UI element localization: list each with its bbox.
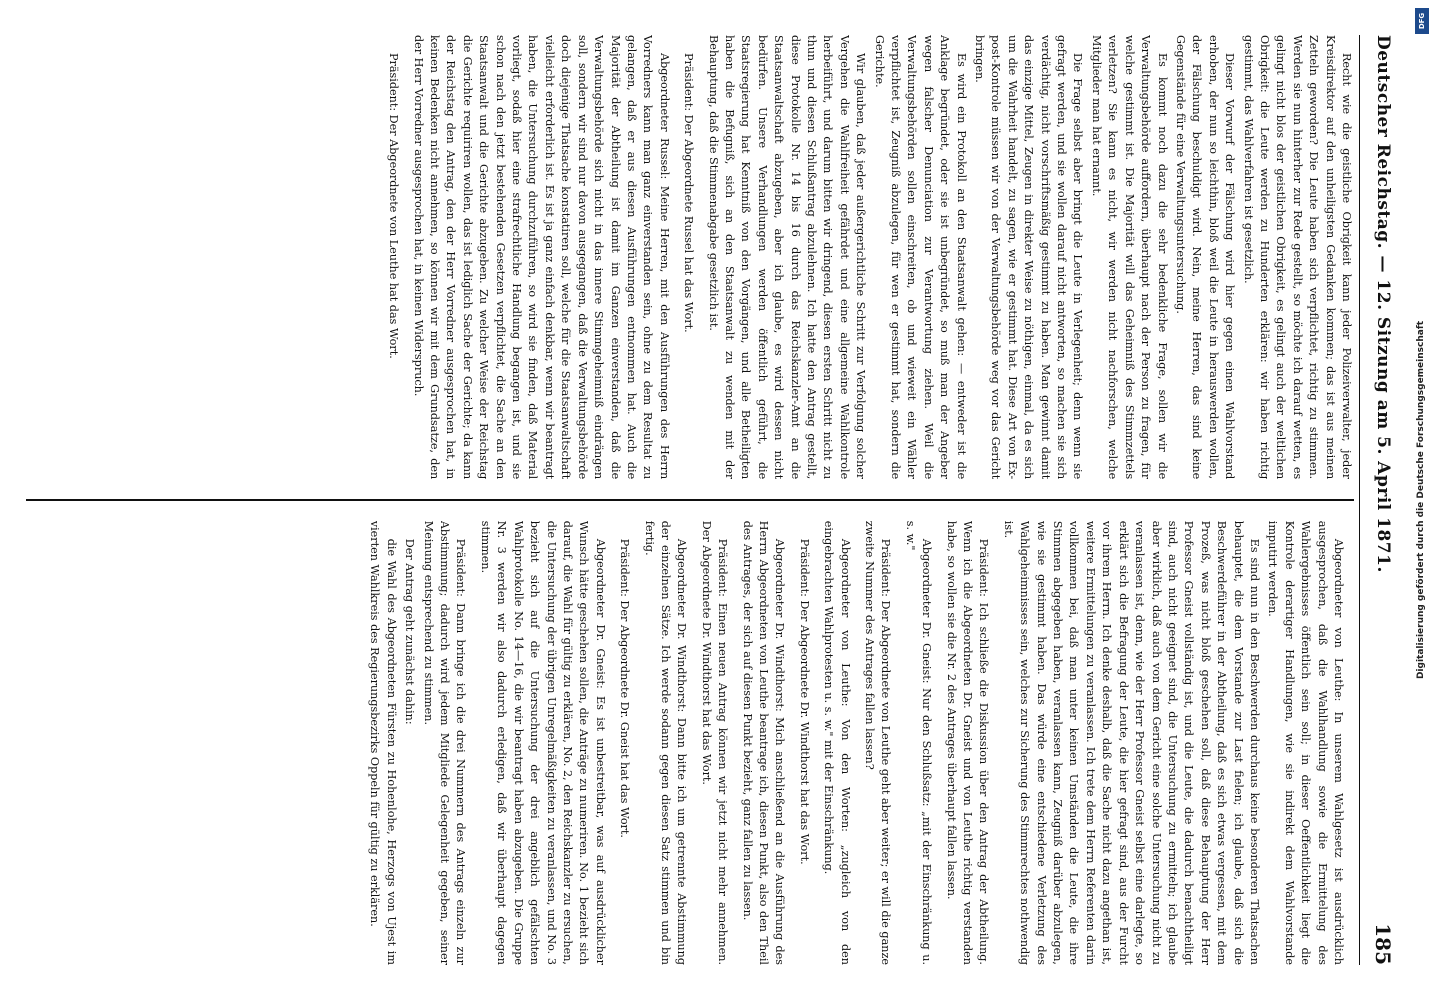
column-divider [26,499,1354,501]
paragraph: Recht wie die geistliche Obrigkeit kann jeder Polizeiverwalter, jeder Kreisdirektor auf den unheiligsten Gedanken kommen; das ist aus meinen Zetteln geworden? Die Leute haben sich verpflichtet, richtig zu stimmen. Werden sie nun hinterher zur Rede gestellt, so möchte ich darauf wetten, es gelingt nicht blos der geistlichen Obrigkeit, es gelingt auch der weltlichen Obrigkeit: die Leute werden zu Hunderten erklären: wir haben richtig gestimmt, das Wahlverfahren ist gesetzlich. [1241,35,1353,480]
paragraph: Es sind nun in den Beschwerden durchaus keine besonderen Thatsachen behauptet, die dem Vorstande zur Last fielen; ich glaube, daß sich die Beschwerdeführer in der Abtheilung, daß es sich etwas vergessen, mit dem Prozeß, was nicht bloß geschehen soll, daß diese Behauptung der Herr Professor Gneist vollständig ist, und die Leute, die dadurch benachtheiligt sind, auch nicht geeignet sind, die Untersuchung zu ermitteln; ich glaube aber wirklich, daß auch von dem Gericht eine solche Untersuchung nicht zu veranlassen ist, denn, wie der Herr Professor Gneist selbst eine darlegte, so erklärt sich die Befragung der Leute, die hier gefragt sind, aus der Furcht vor ihrem Herrn. Ich denke deshalb, daß die Sache nicht dazu angethan ist, weitere Ermittelungen zu veranlassen. Ich trete dem Herrn Referenten darin vollkommen bei, daß man unter keinen Umständen die Leute, die ihre Stimmen abgegeben haben, veranlassen kann, Zeugniß darüber abzulegen, wie sie gestimmt haben. Das würde eine entschiedene Verletzung des Wahlgeheimnisses sein, welches zur Sicherung des Stimmrechtes nothwendig ist. [1001,520,1261,965]
rotated-page [26,35,1406,965]
left-column [26,35,1354,479]
text-columns [26,35,1354,965]
paragraph: die Wahl des Abgeordneten Fürsten zu Hohenlohe, Herzogs von Ujest im vierten Wahlkreis des Regierungsbezirks Oppeln für gültig zu erklären. [368,520,398,965]
paragraph: Abgeordneter Russel: Meine Herren, mit den Ausführungen des Herrn Vorredners kann man ganz einverstanden sein, ohne zu dem Resultat zu gelangen, daß er aus diesen Ausführungen entnommen hat. Auch die Majorität der Abtheilung ist damit im Ganzen einverstanden, daß die Verwaltungsbehörde sich nicht in das innere Stimmgeheimniß eindrängen soll, sondern wir sind nur davon ausgegangen, daß die Verwaltungsbehörde doch diejenige Thatsache konstatiren soll, welche für die Staatsanwaltschaft vielleicht erforderlich ist. Es ist ja ganz einfach denkbar, wenn wir beantragt haben, die Untersuchung durchzuführen, so wird sie finden, daß Material vorliegt, sodaß hier eine strafrechtliche Handlung begangen ist, und sie schon nach den jetzt bestehenden Gesetzen verpflichtet, die Sache an den Staatsanwalt und die Gerichte abzugeben. Zu welcher Weise der Reichstag die Gerichte requiriren wollen, das ist lediglich Sache der Gerichte; da kann der Reichstag den Antrag, den der Herr Vorredner ausgesprochen hat, in keinen Bedenken nicht annehmen, so können wir mit dem Grundsatze, den der Herr Vorredner ausgesprochen hat, in keinen Widerspruch. [411,35,671,480]
paragraph: Abgeordneter Dr. Windthorst: Mich anschließend an die Ausführung des Herrn Abgeordneten von Leuthe beantrage ich, diesen Punkt, also den Theil des Antrages, der sich auf diesen Punkt bezieht, ganz fallen zu lassen. [740,520,787,965]
paragraph: Abgeordneter Dr. Windthorst: Dann bitte ich um getrennte Abstimmung der einzelnen Sätze. Ich werde sodann gegen diesen Satz stimmen und bin fertig. [642,520,689,965]
paragraph: Präsident: Der Abgeordnete von Leuthe geht aber weiter; er will die ganze zweite Nummer des Antrages fallen lassen? [863,520,893,965]
paragraph: Abgeordneter Dr. Gneist: Es ist unbestreitbar, was auf ausdrücklicher Wunsch hätte geschehen sollen, die Anträge zu numeriren. No. 1 bezieht sich darauf, die Wahl für gültig zu erklären, No. 2, den Reichskanzler zu ersuchen, die Untersuchung der übrigen Unregelmäßigkeiten zu veranlassen, und No. 3 bezieht sich auf die Untersuchung der drei angeblich gefälschten Wahlprotokolle No. 14—16, die wir beantragt haben abzugeben. Die Gruppe Nr. 3 werden wir also dadurch erledigen, daß wir überhaupt dagegen stimmen. [478,520,607,965]
paragraph: Präsident: Der Abgeordnete Dr. Gneist hat das Wort. [618,538,632,838]
credit-text: Digitalisierung gefördert durch die Deutsche Forschungsgemeinschaft [1416,320,1426,680]
paragraph: Präsident: Ich schließe die Diskussion über den Antrag der Abtheilung. Wenn ich die Abgeordneten Dr. Gneist und von Leuthe richtig verstanden habe, so wollen sie die Nr. 2 des Antrages überhaupt fallen lassen. [944,520,991,965]
paragraph: Abgeordneter von Leuthe: Von den Worten: „zugleich von den eingebrachten Wahlprotesten u. s. w." mit der Einschränkung. [822,520,852,965]
paragraph: Der Antrag geht zunächst dahin: [403,538,417,725]
page-header [1359,35,1406,965]
paragraph: Präsident: Der Abgeordnete von Leuthe hat das Wort. [387,53,401,359]
paragraph: Präsident: Einen neuen Antrag können wir jetzt nicht mehr annehmen. Der Abgeordnete Dr. Windthorst hat das Wort. [699,520,730,965]
paragraph: Es kommt noch dazu die sehr bedenkliche Frage, sollen wir die Verwaltungsbehörde auffordern, überhaupt nach der Person zu fragen, für welche gestimmt ist. Die Majorität will das Geheimniß des Stimmzettels verletzen? Sie kann es nicht, wir werden nicht nachforschen, welche Mitglieder man hat ernannt. [1089,35,1169,480]
page-number: 185 [1371,923,1395,965]
paragraph: Präsident: Der Abgeordnete Russel hat das Wort. [682,53,696,333]
right-column [26,521,1354,965]
paragraph: Präsident: Dann bringe ich die drei Nummern des Antrags einzeln zur Abstimmung; dadurch wird jedem Mitgliede Gelegenheit gegeben, seiner Meinung entsprechend zu stimmen. [421,520,468,965]
page-title: Deutscher Reichstag. — 12. Sitzung am 5. April 1871. [1373,35,1393,573]
digitization-credit [1412,170,1430,830]
paragraph: Dieser Vorwurf der Fälschung wird hier gegen einen Wahlvorstand erhoben, der nun so leichthin, bloß weil die Leute in herauswerden wollen, der Fälschung beschuldigt wird. Nein, meine Herren, das sind keine Gegenstände für eine Verwaltungsuntersuchung. [1173,35,1237,480]
paragraph: Es wird ein Protokoll an den Staatsanwalt gehen: — entweder ist die Anklage begründet, oder sie ist unbegründet, so muß man der Angeber wegen falscher Denunciation zur Verantwortung ziehen. Weil die Verwaltungsbehörden sollen einschreiten, ob und wieweit ein Wähler verpflichtet ist, Zeugniß abzulegen, für wen er gestimmt hat, sondern die Gerichte. [872,35,968,480]
paragraph: Abgeordneter von Leuthe: In unserem Wahlgesetz ist ausdrücklich ausgesprochen, daß die Wahlhandlung sowie die Ermittelung des Wahlergebnisses öffentlich sein soll; in dieser Oeffentlichkeit liegt die Kontrole derartiger Handlungen, wie sie indirekt dem Wahlvorstande imputirt werden. [1266,520,1345,965]
paragraph: Abgeordneter Dr. Gneist: Nur den Schlußsatz: „mit der Einschränkung u. s. w." [903,520,934,965]
paragraph: Die Frage selbst aber bringt die Leute in Verlegenheit; denn wenn sie gefragt werden, und sie wollen darauf nicht antworten, so machen sie sich verdächtig, nicht vorschriftsmäßig gestimmt zu haben. Man gewinnt damit das einzige Mittel, Zeugen in direkter Weise zu nöthigen, einmal, da es sich um die Wahrheit handelt, zu sagen, wie er gestimmt hat. Diese Art von Ex-post-Kontrole müssen wir von der Verwaltungsbehörde weg vor das Gericht bringen. [973,35,1085,480]
dfg-logo: DFG [1415,8,1429,34]
paragraph: Präsident: Der Abgeordnete Dr. Windthorst hat das Wort. [797,538,811,865]
paragraph: Wir glauben, daß jeder außergerichtliche Schritt zur Verfolgung solcher Vergehen die Wahlfreiheit gefährdet und eine allgemeine Wahlkontrole herbeiführt, und darum bitten wir dringend, diesen ersten Schritt nicht zu thun und diesen Schlußantrag abzulehnen. Ich hatte den Antrag gestellt, diese Protokolle Nr. 14 bis 16 durch das Reichskanzler-Amt an die Staatsanwaltschaft abzugeben, aber ich glaube, es wird dessen nicht bedürfen. Unsere Verhandlungen werden öffentlich geführt, die Staatsregierung hat Kenntniß von den Vorgängen, und alle Betheiligten haben die Befugniß, sich an den Staatsanwalt zu wenden mit der Behauptung, daß die Stimmenabgabe gesetzlich ist. [706,35,868,480]
